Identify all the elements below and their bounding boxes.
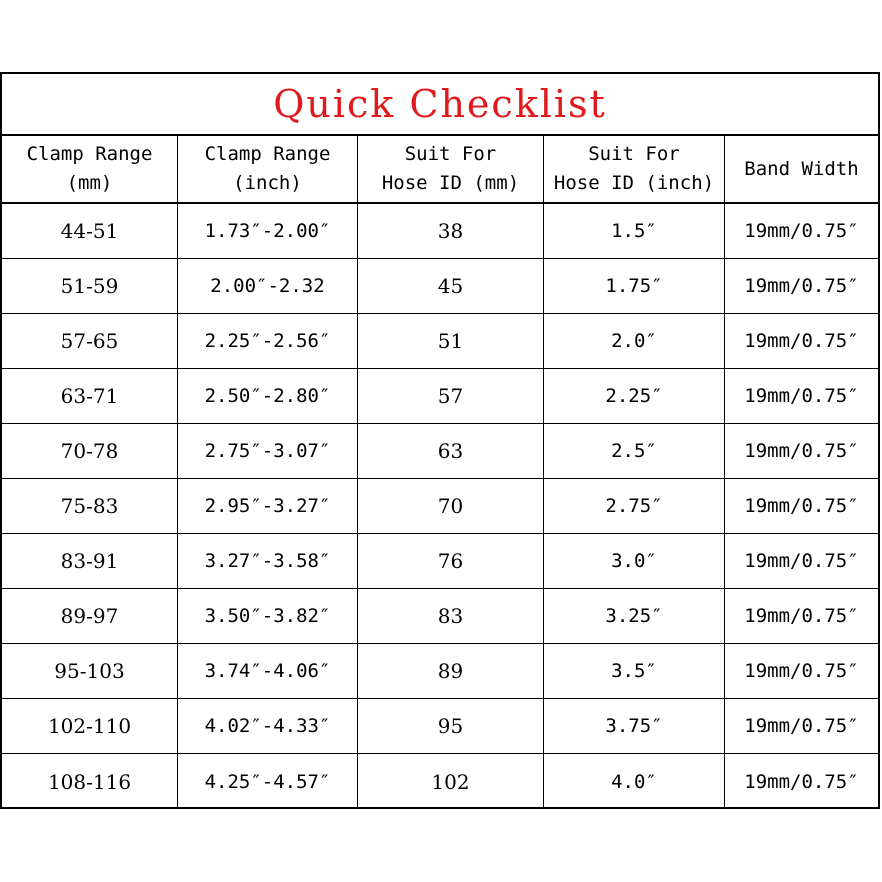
cell-clamp-range-inch: 3.27″-3.58″ — [178, 534, 358, 589]
cell-clamp-range-mm: 75-83 — [2, 479, 178, 534]
cell-band-width: 19mm/0.75″ — [725, 479, 878, 534]
cell-clamp-range-mm: 95-103 — [2, 644, 178, 699]
cell-clamp-range-inch: 2.50″-2.80″ — [178, 369, 358, 424]
cell-band-width: 19mm/0.75″ — [725, 534, 878, 589]
header-clamp-range-mm — [2, 136, 178, 204]
header-line: Clamp Range — [26, 143, 153, 165]
cell-clamp-range-inch: 3.50″-3.82″ — [178, 589, 358, 644]
header-line: Suit For — [588, 143, 680, 165]
table-grid — [2, 136, 878, 809]
cell-hose-id-inch: 4.0″ — [544, 754, 725, 809]
header-hose-id-mm — [358, 136, 544, 204]
cell-hose-id-mm: 38 — [358, 204, 544, 259]
cell-hose-id-mm: 70 — [358, 479, 544, 534]
checklist-table — [0, 72, 880, 809]
cell-band-width: 19mm/0.75″ — [725, 204, 878, 259]
cell-hose-id-mm: 95 — [358, 699, 544, 754]
header-hose-id-inch — [544, 136, 725, 204]
cell-clamp-range-mm: 63-71 — [2, 369, 178, 424]
header-line: (mm) — [66, 172, 113, 194]
cell-hose-id-inch: 2.5″ — [544, 424, 725, 479]
cell-clamp-range-mm: 83-91 — [2, 534, 178, 589]
cell-band-width: 19mm/0.75″ — [725, 369, 878, 424]
cell-band-width: 19mm/0.75″ — [725, 589, 878, 644]
cell-band-width: 19mm/0.75″ — [744, 770, 859, 793]
cell-clamp-range-inch: 2.75″-3.07″ — [178, 424, 358, 479]
cell-clamp-range-mm: 44-51 — [2, 204, 178, 259]
header-line: (inch) — [233, 172, 302, 194]
cell-hose-id-inch: 1.5″ — [544, 204, 725, 259]
cell-clamp-range-inch: 4.02″-4.33″ — [178, 699, 358, 754]
cell-hose-id-inch: 3.75″ — [544, 699, 725, 754]
cell-clamp-range-mm: 57-65 — [2, 314, 178, 369]
cell-clamp-range-mm: 51-59 — [2, 259, 178, 314]
cell-clamp-range-mm: 102-110 — [2, 699, 178, 754]
cell-hose-id-mm: 57 — [358, 369, 544, 424]
cell-hose-id-mm: 45 — [358, 259, 544, 314]
cell-clamp-range-mm: 70-78 — [2, 424, 178, 479]
cell-clamp-range-inch: 2.95″-3.27″ — [178, 479, 358, 534]
header-line: Hose ID (mm) — [381, 172, 520, 194]
table-title: Quick Checklist — [273, 82, 607, 126]
cell-hose-id-inch: 2.0″ — [544, 314, 725, 369]
cell-hose-id-mm: 51 — [358, 314, 544, 369]
cell-band-width: 19mm/0.75″ — [725, 259, 878, 314]
cell-clamp-range-inch: 2.00″-2.32 — [178, 259, 358, 314]
cell-band-width: 19mm/0.75″ — [725, 699, 878, 754]
cell-hose-id-mm: 63 — [358, 424, 544, 479]
header-clamp-range-inch — [178, 136, 358, 204]
cell-hose-id-mm: 83 — [358, 589, 544, 644]
cell-clamp-range-mm: 89-97 — [2, 589, 178, 644]
cell-band-width: 19mm/0.75″ — [725, 644, 878, 699]
cell-clamp-range-inch: 3.74″-4.06″ — [178, 644, 358, 699]
cell-clamp-range-mm: 108-116 — [2, 754, 178, 809]
cell-hose-id-inch: 2.75″ — [544, 479, 725, 534]
cell-hose-id-mm: 89 — [358, 644, 544, 699]
cell-hose-id-inch: 3.25″ — [544, 589, 725, 644]
header-line: Suit For — [404, 143, 497, 165]
header-line: Clamp Range — [204, 143, 331, 165]
cell-hose-id-inch: 2.25″ — [544, 369, 725, 424]
cell-hose-id-mm: 76 — [358, 534, 544, 589]
cell-clamp-range-inch: 4.25″-4.57″ — [178, 754, 358, 809]
cell-band-width: 19mm/0.75″ — [725, 314, 878, 369]
cell-clamp-range-inch: 2.25″-2.56″ — [178, 314, 358, 369]
cell-band-width: 19mm/0.75″ — [725, 424, 878, 479]
cell-clamp-range-inch: 1.73″-2.00″ — [178, 204, 358, 259]
header-line: Hose ID (inch) — [553, 172, 715, 194]
title-row — [2, 74, 878, 136]
cell-hose-id-inch: 3.0″ — [544, 534, 725, 589]
cell-hose-id-inch: 1.75″ — [544, 259, 725, 314]
header-band-width — [725, 136, 878, 204]
cell-hose-id-inch: 3.5″ — [544, 644, 725, 699]
cell-hose-id-mm: 102 — [358, 754, 544, 809]
header-line: Band Width — [744, 157, 859, 180]
